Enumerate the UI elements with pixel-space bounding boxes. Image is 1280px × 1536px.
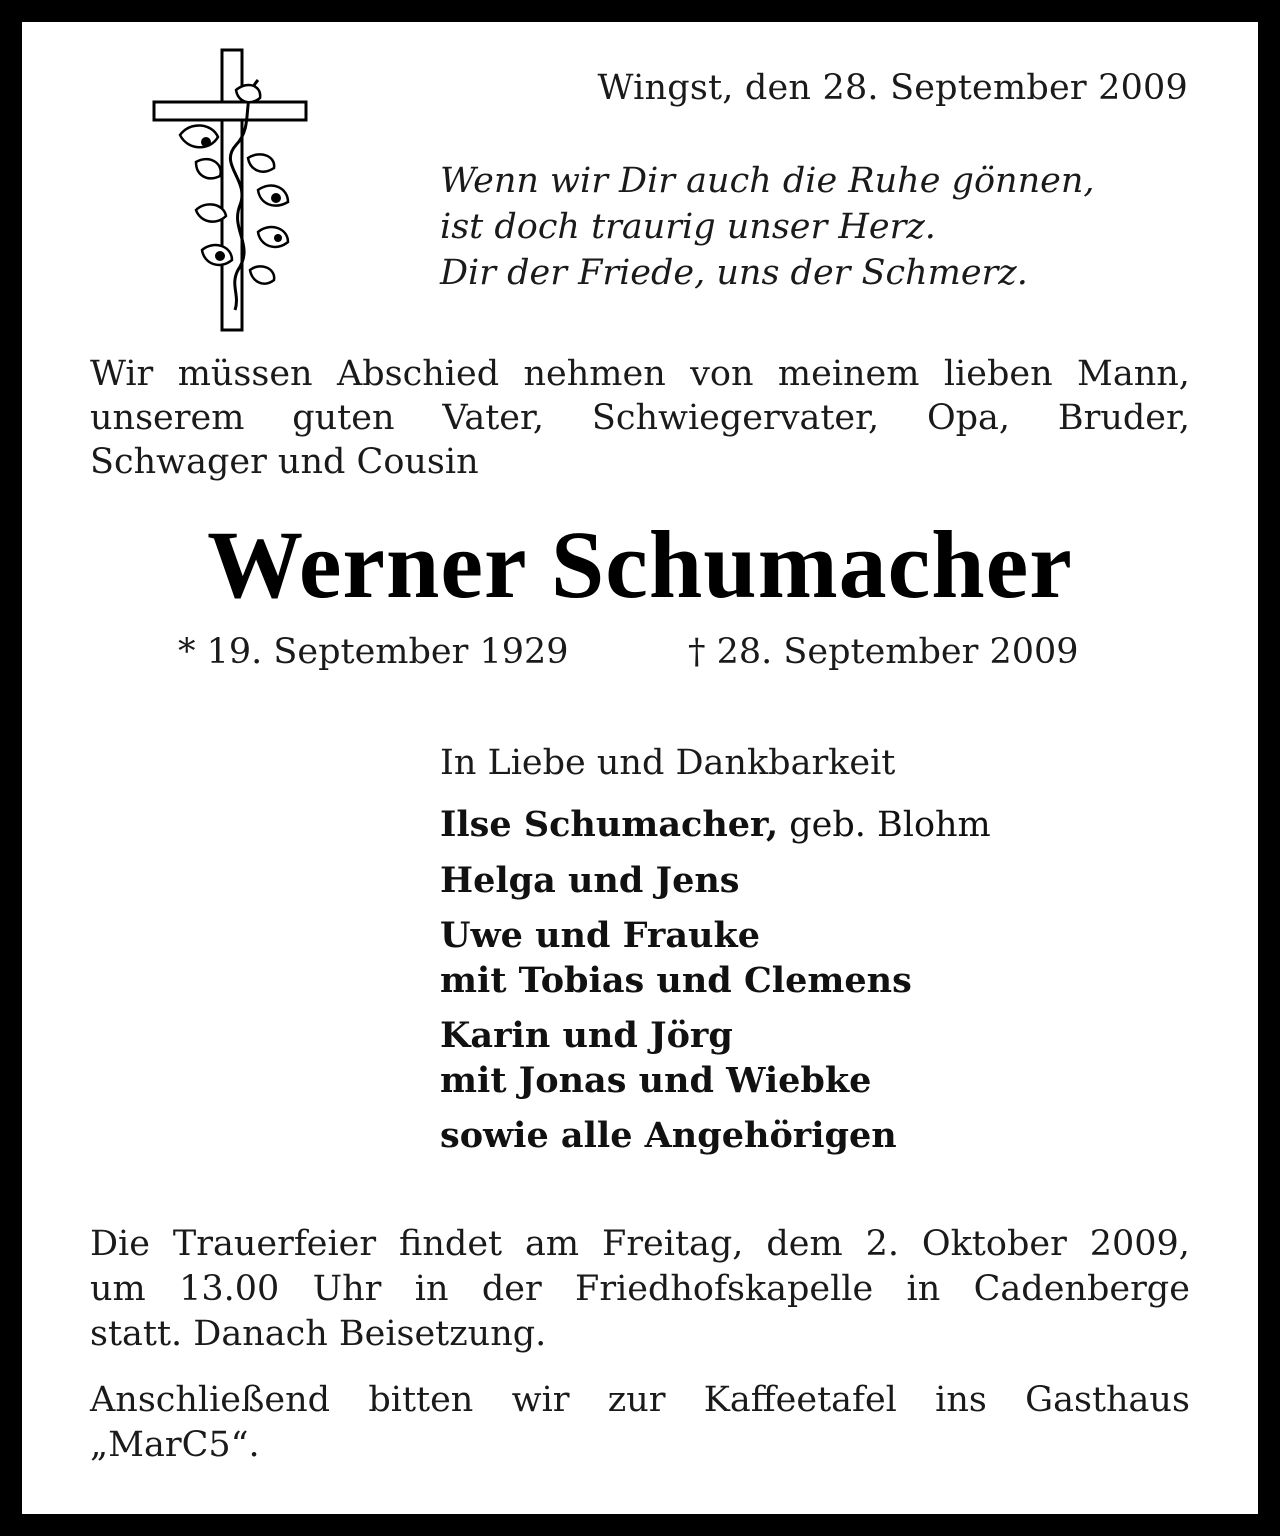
mourners-list: [440, 738, 991, 1168]
funeral-line-2: [90, 1267, 1190, 1312]
family-line: Uwe und Frauke: [440, 915, 760, 956]
word: 2009,: [1089, 1224, 1190, 1264]
mourner-family: [440, 1013, 991, 1103]
mourner-family: [440, 913, 991, 1003]
birth-date: * 19. September 1929: [178, 632, 569, 672]
mourner-relatives: [440, 1113, 991, 1158]
word: Friedhofskapelle: [575, 1269, 874, 1309]
word: wir: [511, 1380, 570, 1420]
verse-line: Dir der Friede, uns der Schmerz.: [440, 253, 1028, 293]
word: zur: [607, 1380, 666, 1420]
word: Schwiegervater,: [591, 398, 880, 438]
word: meinem: [777, 354, 920, 394]
farewell-intro: [90, 352, 1190, 484]
memorial-verse: [440, 158, 1095, 296]
word: in: [414, 1269, 449, 1309]
spouse-name: Ilse Schumacher,: [440, 804, 779, 845]
reception-line-1: [90, 1378, 1190, 1423]
funeral-notice: [90, 1222, 1190, 1357]
death-date: † 28. September 2009: [688, 632, 1079, 672]
word: in: [906, 1269, 941, 1309]
word: der: [481, 1269, 542, 1309]
word: Anschließend: [90, 1380, 331, 1420]
word: Mann,: [1077, 354, 1190, 394]
mourners-greeting: In Liebe und Dankbarkeit: [440, 743, 896, 783]
word: bitten: [368, 1380, 474, 1420]
word: Abschied: [337, 354, 500, 394]
intro-line-2: [90, 396, 1190, 440]
word: um: [90, 1269, 146, 1309]
family-line: mit Jonas und Wiebke: [440, 1060, 872, 1101]
word: unserem: [90, 398, 245, 438]
word: Cadenberge: [973, 1269, 1190, 1309]
family-line: sowie alle Angehörigen: [440, 1115, 897, 1156]
word: Wir: [90, 354, 154, 394]
verse-line: Wenn wir Dir auch die Ruhe gönnen,: [440, 161, 1095, 201]
funeral-line-3: statt. Danach Beisetzung.: [90, 1314, 547, 1354]
mourner-family: [440, 858, 991, 903]
word: am: [525, 1224, 580, 1264]
family-line: Helga und Jens: [440, 860, 740, 901]
word: dem: [766, 1224, 843, 1264]
word: müssen: [177, 354, 313, 394]
word: Bruder,: [1057, 398, 1190, 438]
word: Uhr: [312, 1269, 382, 1309]
word: Gasthaus: [1025, 1380, 1190, 1420]
spouse-maiden-name: geb. Blohm: [778, 805, 991, 845]
deceased-name: Werner Schumacher: [207, 511, 1073, 618]
word: Trauerfeier: [172, 1224, 377, 1264]
verse-line: ist doch traurig unser Herz.: [440, 207, 936, 247]
word: lieben: [943, 354, 1053, 394]
word: Vater,: [442, 398, 545, 438]
word: Die: [90, 1224, 150, 1264]
cross-with-roses-icon: [140, 40, 320, 340]
intro-line-3: Schwager und Cousin: [90, 442, 479, 482]
word: Kaffeetafel: [703, 1380, 897, 1420]
reception-notice: [90, 1378, 1190, 1468]
word: von: [690, 354, 754, 394]
mourner-spouse: [440, 802, 991, 848]
family-line: mit Tobias und Clemens: [440, 960, 912, 1001]
word: guten: [292, 398, 395, 438]
word: 13.00: [179, 1269, 280, 1309]
word: 2.: [865, 1224, 899, 1264]
place-and-date: Wingst, den 28. September 2009: [597, 68, 1188, 108]
word: findet: [399, 1224, 503, 1264]
word: nehmen: [523, 354, 666, 394]
word: ins: [935, 1380, 987, 1420]
word: Freitag,: [602, 1224, 744, 1264]
word: Opa,: [926, 398, 1011, 438]
word: Oktober: [921, 1224, 1067, 1264]
funeral-line-1: [90, 1222, 1190, 1267]
intro-line-1: [90, 352, 1190, 396]
reception-line-2: „MarC5“.: [90, 1425, 260, 1465]
family-line: Karin und Jörg: [440, 1015, 733, 1056]
